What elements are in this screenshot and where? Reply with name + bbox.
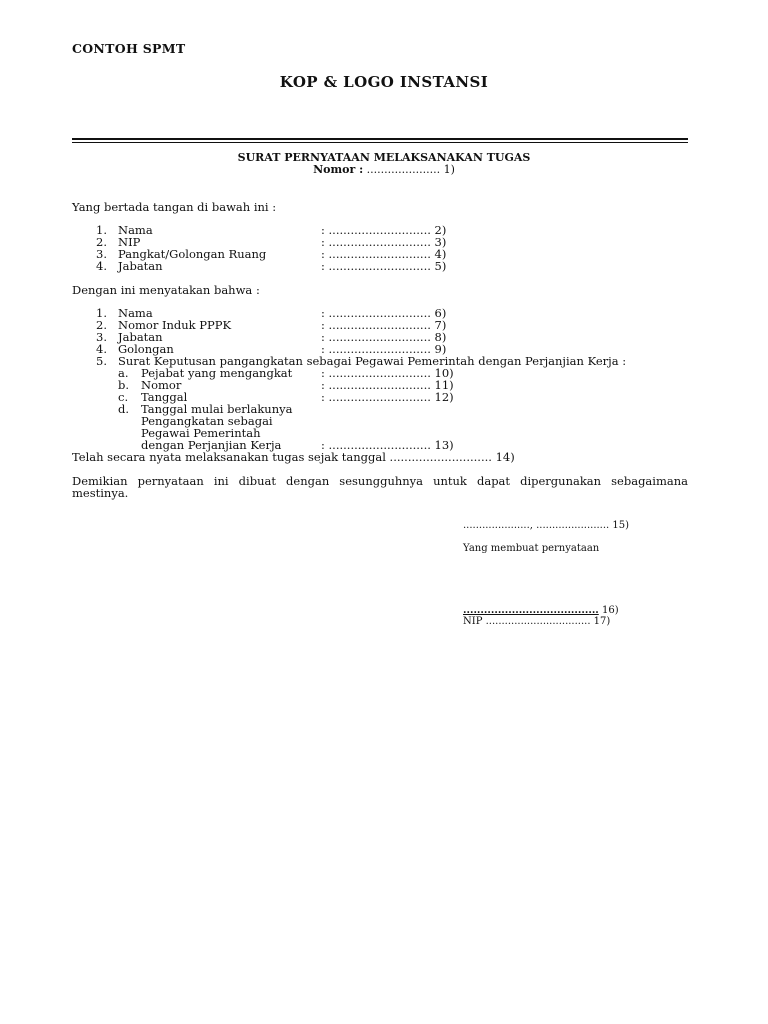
field-value: : ............................ 4): [321, 247, 447, 261]
item-num: 3.: [96, 247, 107, 261]
header-label: CONTOH SPMT: [72, 41, 186, 56]
field-label: Golongan: [118, 342, 174, 356]
telah-statement: Telah secara nyata melaksanakan tugas sejak tanggal ............................ 14): [72, 450, 515, 464]
subitem-label: Pejabat yang mengangkat: [141, 366, 293, 380]
signature-name-ref: 16): [601, 605, 619, 616]
signature-maker: Yang membuat pernyataan: [463, 543, 600, 554]
field-label: Nomor Induk PPPK: [118, 318, 232, 332]
field-label: Nama: [118, 223, 153, 237]
field-value: : ............................ 5): [321, 259, 447, 273]
field-value: : ............................ 6): [321, 306, 447, 320]
field-value: : ............................ 8): [321, 330, 447, 344]
nomor-line: [0, 163, 768, 176]
field-value: : ............................ 3): [321, 235, 447, 249]
kop-divider-thin: [72, 142, 688, 143]
subitem-label: Tanggal: [141, 390, 188, 404]
subitem-label: Nomor: [141, 378, 182, 392]
nomor-label: Nomor :: [313, 163, 364, 176]
signature-place-date: ....................., ....................... 15): [463, 520, 630, 531]
signature-name: .......................................: [463, 605, 599, 616]
item-num: 3.: [96, 330, 107, 344]
field-value: : ............................ 2): [321, 223, 447, 237]
kop-divider-thick: [72, 138, 688, 140]
item-num: 4.: [96, 259, 107, 273]
subitem-num: a.: [118, 366, 129, 380]
signature-nip: NIP ................................. 17): [463, 616, 611, 627]
subitem-d-line: Pegawai Pemerintah: [141, 426, 261, 440]
subitem-value: : ............................ 11): [321, 378, 454, 392]
subitem-num: c.: [118, 390, 129, 404]
field-label: NIP: [118, 235, 141, 249]
item-num: 1.: [96, 306, 107, 320]
subitem-d-line: dengan Perjanjian Kerja: [141, 438, 282, 452]
item-num: 2.: [96, 318, 107, 332]
subitem-value: : ............................ 12): [321, 390, 454, 404]
field-label: Nama: [118, 306, 153, 320]
closing-paragraph: Demikian pernyataan ini dibuat dengan sesungguhnya untuk dapat dipergunakan sebagaimana mestinya.: [72, 474, 688, 500]
subitem-num: d.: [118, 402, 130, 416]
section2-intro: Dengan ini menyatakan bahwa :: [72, 283, 260, 297]
section1-intro: Yang bertada tangan di bawah ini :: [72, 200, 277, 214]
item-num: 2.: [96, 235, 107, 249]
field-label: Pangkat/Golongan Ruang: [118, 247, 267, 261]
field-value: : ............................ 7): [321, 318, 447, 332]
subitem-value: : ............................ 13): [321, 438, 454, 452]
item-num: 1.: [96, 223, 107, 237]
signature-name-line: [463, 605, 619, 616]
list-item: 5.: [96, 354, 107, 368]
subitem-value: : ............................ 10): [321, 366, 454, 380]
kop-title: KOP & LOGO INSTANSI: [279, 73, 489, 91]
subitem-d-line: Tanggal mulai berlakunya: [141, 402, 293, 416]
letter-title: SURAT PERNYATAAN MELAKSANAKAN TUGAS: [237, 151, 531, 164]
item-num: 4.: [96, 342, 107, 356]
subitem-d-line: Pengangkatan sebagai: [141, 414, 273, 428]
field-value: : ............................ 9): [321, 342, 447, 356]
subitem-num: b.: [118, 378, 130, 392]
field-label: Jabatan: [118, 330, 163, 344]
list-item: [96, 260, 107, 272]
field-label: Jabatan: [118, 259, 163, 273]
nomor-value: ..................... 1): [366, 163, 455, 176]
item5-text: Surat Keputusan pangangkatan sebagai Pegawai Pemerintah dengan Perjanjian Kerja :: [118, 354, 627, 368]
